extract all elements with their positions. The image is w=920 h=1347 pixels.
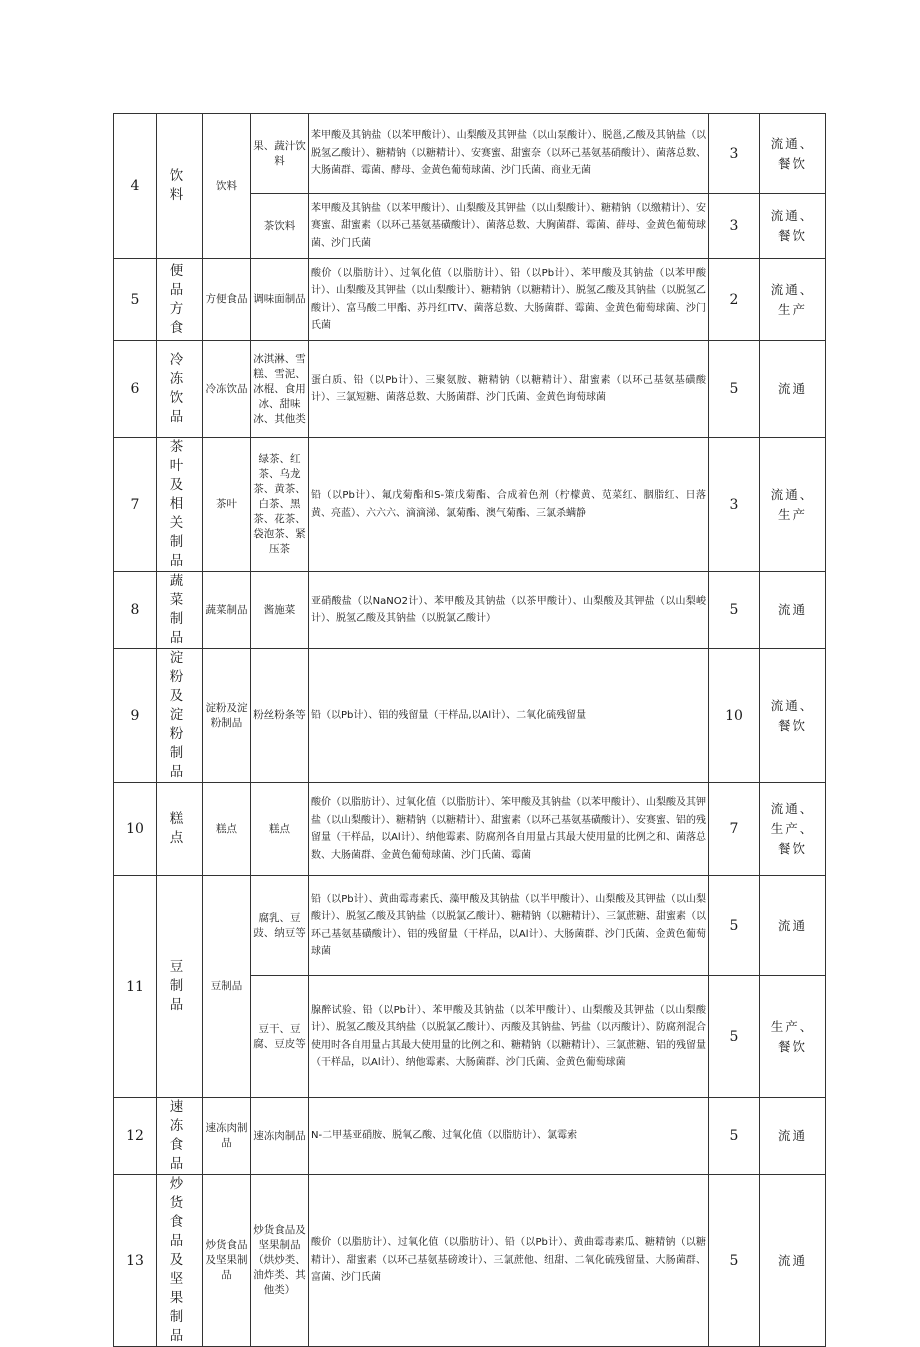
subcategory-cell: 方便食品 (203, 259, 251, 341)
row-number: 11 (114, 876, 157, 1098)
stage-cell: 流通、餐饮 (760, 114, 826, 194)
table-row (114, 783, 826, 876)
subcategory-cell: 速冻肉制品 (203, 1098, 251, 1175)
tests-cell: 铅（以Pb计）、黄曲霉毒素氏、藻甲酸及其钠盐（以半甲酸计）、山梨酸及其钾盐（以山梨酸计）、脱氢乙酸及其钠盐（以脱氯乙酸计）、糖精钠（以糖精计）、三氯蔗糖、甜蜜素（以环己基氨基磺酸计）、铝的残留量（干样品，以Al计）、大肠菌群、沙门氏菌、金黄色葡萄球菌 (309, 876, 709, 976)
row-number: 4 (114, 114, 157, 259)
stage-cell: 流通 (760, 572, 826, 649)
stage-cell: 流通、餐饮 (760, 194, 826, 259)
food-inspection-table (113, 113, 826, 1347)
item-cell: 果、蔬汁饮料 (251, 114, 309, 194)
category-cell: 淀粉及淀粉制品 (157, 649, 203, 783)
table-row (114, 1098, 826, 1175)
count-cell: 3 (709, 438, 760, 572)
item-cell: 绿茶、红茶、乌龙茶、黄茶、白茶、黑茶、花茶、袋泡茶、紧压茶 (251, 438, 309, 572)
category-cell: 饮料 (157, 114, 203, 259)
item-cell: 冰淇淋、雪糕、雪泥、冰棍、食用冰、甜味冰、其他类 (251, 341, 309, 438)
tests-cell: 苯甲酸及其钠盐（以苯甲酸计）、山梨酸及其钾盐（以山泵酸计）、脱邕,乙酸及其钠盐（以脱氢乙酸计）、糖精钠（以糖精计）、安赛蜜、甜蜜奈（以环己基氨基硝酸计）、菌落总数、大肠菌群、霉菌、酵母、金黄色葡萄球菌、沙门氏菌、商业无菌 (309, 114, 709, 194)
row-number: 9 (114, 649, 157, 783)
stage-cell: 生产、餐饮 (760, 976, 826, 1098)
category-cell: 蔬菜制品 (157, 572, 203, 649)
table-row (114, 1175, 826, 1347)
subcategory-cell: 冷冻饮品 (203, 341, 251, 438)
row-number: 6 (114, 341, 157, 438)
row-number: 13 (114, 1175, 157, 1347)
stage-cell: 流通、生产 (760, 259, 826, 341)
table-row (114, 341, 826, 438)
tests-cell: 酸价（以脂肪计）、过氧化值（以脂肪计）、铅（以Pb计）、苯甲酸及其钠盐（以苯甲酸计）、山梨酸及其钾盐（以山梨酸计）、糖精钠（以糖精计）、脱氢乙酸及其钠盐（以脱氢乙酸计）、富马酸二甲酯、苏丹红ITV、菌落总数、大肠菌群、霉菌、金黄色葡萄球菌、沙门氏菌 (309, 259, 709, 341)
category-cell: 糕点 (157, 783, 203, 876)
tests-cell: 腺醉试验、铅（以Pb计）、苯甲酸及其钠盐（以苯甲酸计）、山梨酸及其钾盐（以山梨酸计）、脱氢乙酸及其纳盐（以脱氯乙酸计）、丙酸及其钠盐、钙盐（以丙酸计）、防腐剂混合使用时各自用量占其最大使用量的比例之和、糖精钠（以糖精计）、三氯蔗糖、铝的残留量（干样品，以Al计）、纳他霉素、大肠菌群、沙门氏菌、金黄色葡萄球菌 (309, 976, 709, 1098)
row-number: 7 (114, 438, 157, 572)
table-row (114, 876, 826, 976)
item-cell: 粉丝粉条等 (251, 649, 309, 783)
count-cell: 2 (709, 259, 760, 341)
subcategory-cell: 茶叶 (203, 438, 251, 572)
count-cell: 5 (709, 1175, 760, 1347)
subcategory-cell: 炒货食品及坚果制品 (203, 1175, 251, 1347)
stage-cell: 流通 (760, 1098, 826, 1175)
subcategory-cell: 糕点 (203, 783, 251, 876)
count-cell: 5 (709, 976, 760, 1098)
row-number: 12 (114, 1098, 157, 1175)
table-row (114, 572, 826, 649)
stage-cell: 流通、生产 (760, 438, 826, 572)
table-row (114, 649, 826, 783)
category-cell: 速冻食品 (157, 1098, 203, 1175)
subcategory-cell: 蔬菜制品 (203, 572, 251, 649)
category-cell: 冷冻饮品 (157, 341, 203, 438)
count-cell: 7 (709, 783, 760, 876)
row-number: 5 (114, 259, 157, 341)
table-row (114, 259, 826, 341)
tests-cell: 亚硝酸盐（以NaNO2计）、苯甲酸及其钠盐（以茶甲酸计）、山梨酸及其钾盐（以山梨峻计）、脱氢乙酸及其钠盐（以脱氯乙酸计） (309, 572, 709, 649)
item-cell: 速冻肉制品 (251, 1098, 309, 1175)
count-cell: 5 (709, 1098, 760, 1175)
item-cell: 炒货食品及坚果制品（烘炒类、油炸类、其他类） (251, 1175, 309, 1347)
subcategory-cell: 饮料 (203, 114, 251, 259)
category-cell: 豆制品 (157, 876, 203, 1098)
item-cell: 豆干、豆腐、豆皮等 (251, 976, 309, 1098)
count-cell: 3 (709, 194, 760, 259)
subcategory-cell: 豆制品 (203, 876, 251, 1098)
count-cell: 5 (709, 572, 760, 649)
tests-cell: 苯甲酸及其钠盐（以苯甲酸计）、山梨酸及其钾盐（以山梨酸计）、糖精钠（以缴精计）、安赛蜜、甜蜜素（以环己基氨基磺酸计）、菌落总数、大胸菌群、霉菌、薛母、金黄色葡萄球菌、沙门氏菌 (309, 194, 709, 259)
row-number: 10 (114, 783, 157, 876)
tests-cell: 铅（以Pb计）、氟戊菊酯和S-策戊菊酯、合成着色剂（柠檬黄、苋菜红、胭脂红、日落黄、亮蓝）、六六六、滴滴涕、氯菊酯、澳气菊酯、三氯杀螨静 (309, 438, 709, 572)
item-cell: 糕点 (251, 783, 309, 876)
count-cell: 3 (709, 114, 760, 194)
item-cell: 腐乳、豆豉、纳豆等 (251, 876, 309, 976)
item-cell: 酱施菜 (251, 572, 309, 649)
category-cell: 炒货食品及坚果制品 (157, 1175, 203, 1347)
row-number: 8 (114, 572, 157, 649)
tests-cell: 酸价（以脂肪计）、过氧化值（以脂肪计）、铅（以Pb计）、黄曲霉毒素瓜、糖精钠（以糖精计）、甜蜜素（以环己基氨基磅竣计）、三氯蔗他、纽甜、二氧化硫残留量、大肠菌群、富菌、沙门氏菌 (309, 1175, 709, 1347)
stage-cell: 流通 (760, 876, 826, 976)
count-cell: 5 (709, 876, 760, 976)
subcategory-cell: 淀粉及淀粉制品 (203, 649, 251, 783)
item-cell: 茶饮料 (251, 194, 309, 259)
item-cell: 调味面制品 (251, 259, 309, 341)
table-row (114, 438, 826, 572)
stage-cell: 流通 (760, 341, 826, 438)
stage-cell: 流通 (760, 1175, 826, 1347)
tests-cell: 酸价（以脂肪计）、过氧化值（以脂肪计）、笨甲酸及其钠盐（以苯甲酸计）、山梨酸及其钾盐（以山梨酸计）、糖精钠（以糖精计）、甜蜜素（以环己基氨基磺酸计）、安赛蜜、铝的残留量（干样品，以Al计）、纳他霉素、防腐剂各自用量占其最大使用量的比例之和、菌落总数、大肠菌群、金黄色葡萄球菌、沙门氏菌、霉菌 (309, 783, 709, 876)
tests-cell: 蛋白质、铅（以Pb计）、三聚氨胺、糖精钠（以糖精计）、甜蜜素（以环己基氨基磺酸计）、三氯短糖、菌落总数、大肠菌群、沙门氏菌、金黄色询萄球菌 (309, 341, 709, 438)
category-cell: 茶叶及相关制品 (157, 438, 203, 572)
count-cell: 5 (709, 341, 760, 438)
table-row (114, 114, 826, 194)
category-cell: 便品方食 (157, 259, 203, 341)
stage-cell: 流通、餐饮 (760, 649, 826, 783)
stage-cell: 流通、生产、餐饮 (760, 783, 826, 876)
tests-cell: 铅（以Pb计）、铝的残留量（干样品,以Al计）、二氧化硫残留量 (309, 649, 709, 783)
tests-cell: N-二甲基亚硝胺、脱氧乙酸、过氧化值（以脂肪计）、氯霉索 (309, 1098, 709, 1175)
count-cell: 10 (709, 649, 760, 783)
